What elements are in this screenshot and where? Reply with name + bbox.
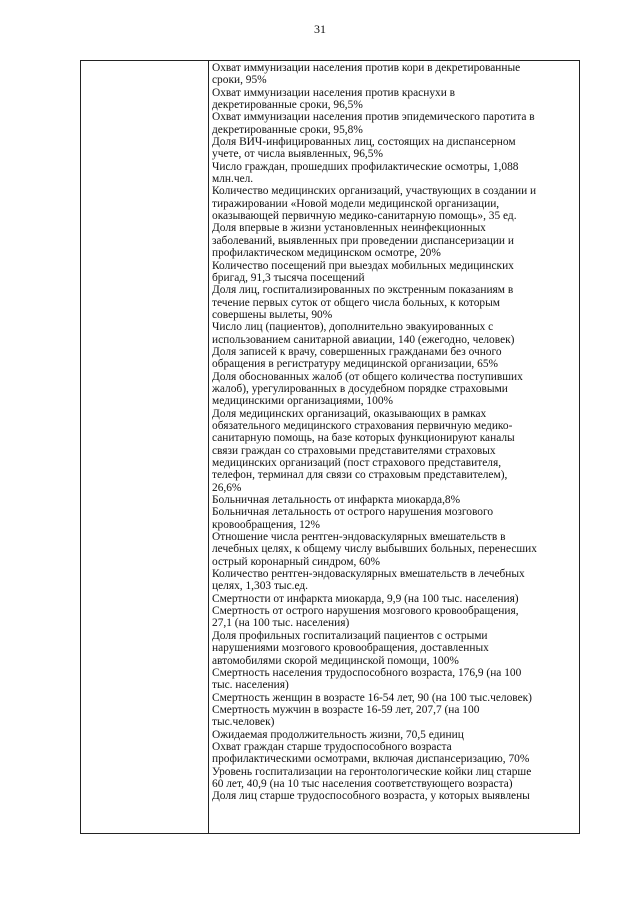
indicator-entry: Доля лиц, госпитализированных по экстренным показаниям в течение первых суток от общего числа больных, к которым совершены вылеты, 90%: [212, 284, 514, 321]
indicator-entry: Доля записей к врачу, совершенных гражданами без очного обращения в регистратуру медицинской организации, 65%: [212, 345, 502, 371]
indicator-entry: Доля профильных госпитализаций пациентов с острыми нарушениями мозгового кровообращения, доставленных автомобилями скорой медицинской помощи, 100%: [212, 629, 489, 667]
table-left-cell: [81, 61, 209, 833]
indicator-entry: Доля лиц старше трудоспособного возраста, у которых выявлены: [212, 790, 530, 803]
indicator-entry: Смертность от острого нарушения мозгового кровообращения, 27,1 (на 100 тыс. населения): [212, 605, 519, 630]
indicator-entry: Смертность мужчин в возрасте 16-59 лет, 207,7 (на 100 тыс.человек): [212, 703, 480, 729]
indicator-entry: Доля ВИЧ-инфицированных лиц, состоящих на диспансерном учете, от числа выявленных, 96,5%: [212, 136, 516, 161]
indicator-entry: Число граждан, прошедших профилактические осмотры, 1,088 млн.чел.: [212, 160, 519, 186]
indicator-entry: Доля обоснованных жалоб (от общего количества поступивших жалоб), урегулированных в досудебном порядке страховыми медицинскими организациями, 100%: [212, 370, 523, 408]
indicator-entry: Охват иммунизации населения против кори в декретированные сроки, 95%: [212, 62, 521, 87]
indicator-entry: Смертности от инфаркта миокарда, 9,9 (на 100 тыс. населения): [212, 592, 519, 605]
indicator-entry: Отношение числа рентген-эндоваскулярных вмешательств в лечебных целях, к общему числу выбывших больных, перенесших острый коронарный синдром, 60%: [212, 531, 537, 568]
indicator-entry: Охват иммунизации населения против краснухи в декретированные сроки, 96,5%: [212, 86, 456, 112]
table-right-cell: [209, 61, 579, 833]
indicator-entry: Больничная летальность от острого нарушения мозгового кровообращения, 12%: [212, 506, 494, 531]
indicator-entry: Доля медицинских организаций, оказывающих в рамках обязательного медицинского страхования первичную медико- санитарную помощь, на базе которых функционируют каналы связи граждан со страховыми представителями страховых медицинских организаций (пост страхового представителя, телефон, терминал для связи со страховым представителем), 26,6%: [212, 407, 515, 494]
indicator-entry: Больничная летальность от инфаркта миокарда,8%: [212, 494, 461, 507]
indicator-entry: Количество рентген-эндоваскулярных вмешательств в лечебных целях, 1,303 тыс.ед.: [212, 568, 525, 593]
indicator-entry: Количество посещений при выездах мобильных медицинских бригад, 91,3 тысяча посещений: [212, 259, 514, 284]
indicator-entry: Ожидаемая продолжительность жизни, 70,5 единиц: [212, 728, 464, 741]
indicator-entry: Смертность населения трудоспособного возраста, 176,9 (на 100 тыс. населения): [212, 666, 522, 692]
indicator-table: [80, 60, 580, 834]
indicator-entry: Охват граждан старше трудоспособного возраста профилактическими осмотрами, включая диспансеризацию, 70%: [212, 740, 530, 766]
indicator-entry: Доля впервые в жизни установленных неинфекционных заболеваний, выявленных при проведении диспансеризации и профилактическом медицинском осмотре, 20%: [212, 222, 514, 260]
indicator-entry: Количество медицинских организаций, участвующих в создании и тиражировании «Новой модели медицинской организации, оказывающей первичную медико-санитарную помощь», 35 ед.: [212, 185, 537, 223]
indicator-entry: Уровень госпитализации на геронтологические койки лиц старше 60 лет, 40,9 (на 10 тыс населения соответствующего возраста): [212, 765, 532, 790]
indicator-entry: Смертность женщин в возрасте 16-54 лет, 90 (на 100 тыс.человек): [212, 691, 532, 704]
indicator-entry: Число лиц (пациентов), дополнительно эвакуированных с использованием санитарной авиации, 140 (ежегодно, человек): [212, 321, 515, 346]
page-number: 31: [314, 22, 326, 36]
indicator-entry: Охват иммунизации населения против эпидемического паротита в декретированные сроки, 95,8%: [212, 111, 535, 136]
